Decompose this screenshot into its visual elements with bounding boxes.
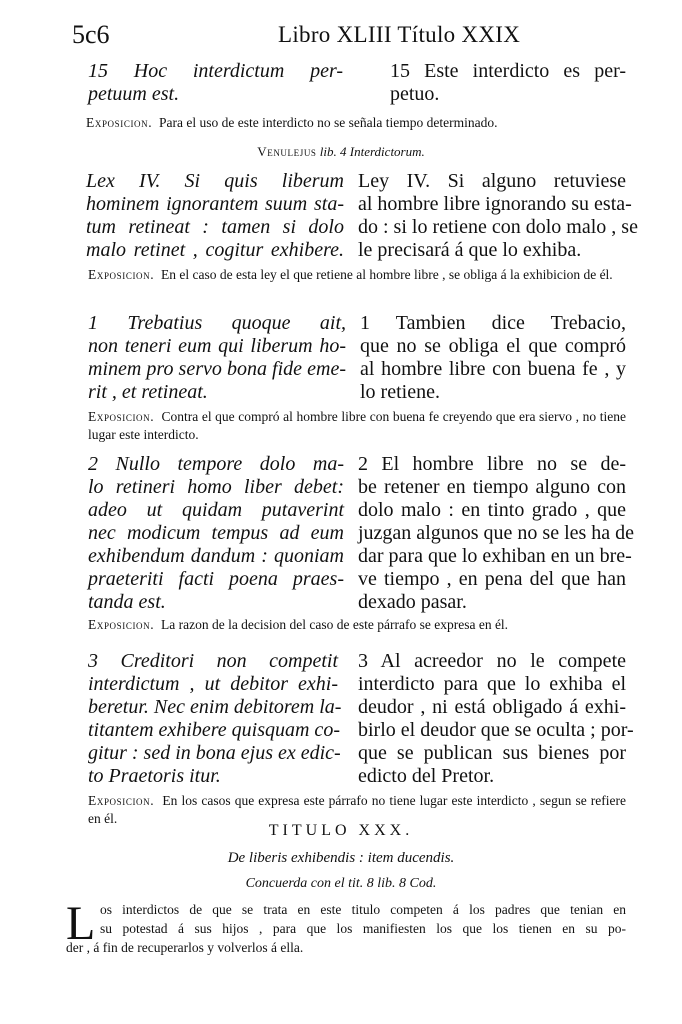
latin-lex-4: Lex IV. Si quis liberum hominem ignorantem suum sta- tum retineat : tamen si dolo malo retinet , cogitur exhibere.	[86, 170, 344, 261]
spanish-paragraph-3: 3 Al acreedor no le compete interdicto para que lo exhiba el deudor , ni está obligado á exhi- birlo el deudor que se oculta ; por- que se publican sus bienes por edicto del Pretor.	[358, 650, 634, 787]
spanish-paragraph-15: 15 Este interdicto es per- petuo.	[390, 60, 626, 105]
exposicion-label: Exposicion.	[88, 267, 155, 282]
exposicion-15: Exposicion. Para el uso de este interdicto no se señala tiempo determinado.	[86, 115, 498, 130]
spanish-paragraph-1: 1 Tambien dice Trebacio, que no se obliga el que compró al hombre libre con buena fe , y lo retiene.	[360, 312, 626, 403]
drop-cap: L	[66, 897, 96, 950]
exposicion-label: Exposicion.	[88, 793, 155, 808]
exposicion-lex-4: Exposicion. En el caso de esta ley el que retiene al hombre libre , se obliga á la exhibicion de él.	[88, 267, 613, 282]
latin-paragraph-1: 1 Trebatius quoque ait, non teneri eum qui liberum ho- minem pro servo bona fide eme- rit , et retineat.	[88, 312, 346, 403]
running-head: Libro XLIII Título XXIX	[278, 22, 521, 47]
latin-paragraph-15: 15 Hoc interdictum per- petuum est.	[88, 60, 343, 105]
spanish-ley-4: Ley IV. Si alguno retuviese al hombre libre ignorando su esta- do : si lo retiene con dolo malo , se le precisará á que lo exhiba.	[358, 170, 638, 261]
exposicion-paragraph-1: Exposicion. Contra el que compró al hombre libre con buena fe creyendo que era siervo , no tiene lugar este interdicto.	[88, 409, 626, 442]
latin-paragraph-2: 2 Nullo tempore dolo ma- lo retineri homo liber debet: adeo ut quidam putaverint nec modicum tempus ad eum exhibendum dandum : quoniam praeteriti facti poena praes- tanda est.	[88, 453, 344, 613]
latin-paragraph-3: 3 Creditori non competit interdictum , ut debitor exhi- beretur. Nec enim debitorem la- titantem exhibere quisquam co- gitur : sed in bona ejus ex edic- to Praetoris itur.	[88, 650, 342, 787]
exposicion-label: Exposicion.	[88, 617, 155, 632]
page-number: 5c6	[72, 20, 110, 49]
page-header	[40, 18, 660, 52]
exposicion-label: Exposicion.	[88, 409, 155, 424]
exposicion-paragraph-2: Exposicion. La razon de la decision del caso de este párrafo se expresa en él.	[88, 617, 509, 632]
section-subtitle: De liberis exhibendis : item ducendis.	[227, 850, 455, 866]
section-heading: TITULO XXX.	[268, 822, 414, 839]
source-citation: Venulejus lib. 4 Interdictorum.	[257, 144, 425, 159]
spanish-paragraph-2: 2 El hombre libre no se de- be retener en tiempo alguno con dolo malo : en tinto grado , que juzgan algunos que no se les ha de dar para que lo exhiban en un bre- ve tiempo , en pena del que han dexado pasar.	[358, 453, 635, 613]
titulo-intro-text: os interdictos de que se trata en este titulo competen á los padres que tenian en su potestad á sus hijos , para que los manifiesten los que los tienen en su po-	[100, 902, 626, 936]
exposicion-paragraph-3: Exposicion. En los casos que expresa este párrafo no tiene lugar este interdicto , segun se refiere en él.	[88, 793, 626, 826]
titulo-intro-last-line: der , á fin de recuperarlos y volverlos á ella.	[66, 940, 304, 955]
exposicion-label: Exposicion.	[86, 115, 153, 130]
concordance-note: Concuerda con el tit. 8 lib. 8 Cod.	[245, 876, 437, 891]
